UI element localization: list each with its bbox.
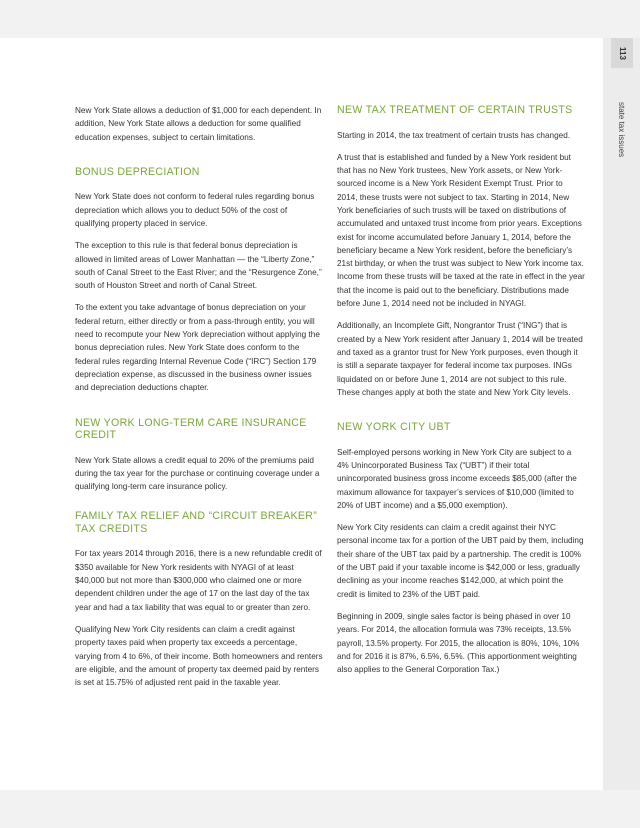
nyc-ubt-heading: NEW YORK CITY UBT	[337, 421, 451, 434]
left-column	[75, 104, 323, 698]
right-column	[337, 104, 585, 685]
page-number: 113	[617, 46, 627, 60]
bonus-depreciation-p1: New York State does not conform to federal rules regarding bonus depreciation which allows you to deduct 50% of the cost of qualifying property placed in service.	[75, 192, 315, 228]
nyc-ubt-p2: New York City residents can claim a credit against their NYC personal income tax for a portion of the UBT paid by them, including their share of the UBT tax paid by a partnership. The credit is 100% of the UBT paid if your taxable income is $42,000 or less, gradually declining as your income reaches $142,000, at which point the credit is limited to 23% of the UBT paid.	[337, 523, 584, 599]
long-term-care-p1: New York State allows a credit equal to 20% of the premiums paid during the tax year for the purchase or continuing coverage under a qualifying long-term care insurance policy.	[75, 455, 320, 492]
section-label: state tax issues	[617, 102, 626, 158]
bonus-depreciation-p2: The exception to this rule is that federal bonus depreciation is allowed in limited areas of Lower Manhattan — the “Liberty Zone,” south of Canal Street to the East River; and the “Resurgence Zone,” south of Houston Street and north of Canal Street.	[75, 241, 322, 291]
trusts-p2: A trust that is established and funded by a New York resident but that has no New York trustees, New York assets, or New York-sourced income is a New York Resident Exempt Trust. Prior to 2014, these trusts were not subject to tax. Starting in 2014, New York beneficiaries of such trusts will be taxed on distributions of accumulated and untaxed trust income from prior years. Exceptions exist for income accumulated before January 1, 2014, before the beneficiary became a New York resident, before the beneficiary’s 21st birthday, or when the trust was subject to New York income tax. Income from these trusts will be taxed at the rate in effect in the year that the income is paid out to the beneficiary. Distributions made before June 1, 2014 need not be included in NYAGI.	[337, 152, 585, 309]
trusts-p1: Starting in 2014, the tax treatment of certain trusts has changed.	[337, 130, 571, 140]
trusts-heading: NEW TAX TREATMENT OF CERTAIN TRUSTS	[337, 104, 573, 116]
nyc-ubt-p3: Beginning in 2009, single sales factor is being phased in over 10 years. For 2014, the allocation formula was 73% receipts, 13.5% payroll, 13.5% property. For 2015, the allocation is 80%, 10%, 10% and for 2016 it is 87%, 6.5%, 6.5%. (This apportionment weighting also applies to the General Corporation Tax.)	[337, 611, 580, 675]
bonus-depreciation-heading: BONUS DEPRECIATION	[75, 165, 200, 178]
family-tax-relief-p2: Qualifying New York City residents can claim a credit against property taxes paid when property tax exceeds a percentage, varying from 4 to 6%, of their income. Both homeowners and renters are eligible, and the amount of property tax deemed paid by renters is set at 15.75% of adjusted rent paid in the taxable year.	[75, 624, 323, 688]
bonus-depreciation-p3: To the extent you take advantage of bonus depreciation on your federal return, either directly or from a pass-through entity, you will need to recompute your New York depreciation without applying the bonus depreciation rules. New York State does conform to the federal rules regarding Internal Revenue Code (“IRC”) Section 179 depreciation expense, as discussed in the business owner issues and depreciation deductions chapter.	[75, 303, 320, 393]
trusts-p3: Additionally, an Incomplete Gift, Nongrantor Trust (“ING”) that is created by a New York resident after January 1, 2014 will be treated and taxed as a grantor trust for New York purposes, even though it is still a separate taxpayer for federal income tax purposes. INGs liquidated on or before June 1, 2014 are not subject to this rule. These changes apply at both the state and New York City levels.	[337, 321, 583, 397]
long-term-care-heading: NEW YORK LONG-TERM CARE INSURANCE CREDIT	[75, 416, 307, 442]
family-tax-relief-heading: FAMILY TAX RELIEF AND “CIRCUIT BREAKER” TAX CREDITS	[75, 510, 318, 535]
family-tax-relief-p1: For tax years 2014 through 2016, there is a new refundable credit of $350 available for New York residents with NYAGI of at least $40,000 but not more than $300,000 who claimed one or more dependent children under the age of 17 on the last day of the tax year and had a tax liability that was equal to or greater than zero.	[75, 549, 322, 612]
page-number-box	[611, 38, 633, 68]
nyc-ubt-p1: Self-employed persons working in New York City are subject to a 4% Unincorporated Business Tax (“UBT”) if their total unincorporated business gross income exceeds $85,000 (after the maximum allowance for taxpayer’s services of $10,000 (limited to 20% of UBT income) and a $5,000 exemption).	[337, 447, 577, 510]
intro-paragraph: New York State allows a deduction of $1,000 for each dependent. In addition, New York State allows a deduction for some qualified education expenses, subject to certain limitations.	[75, 106, 322, 142]
